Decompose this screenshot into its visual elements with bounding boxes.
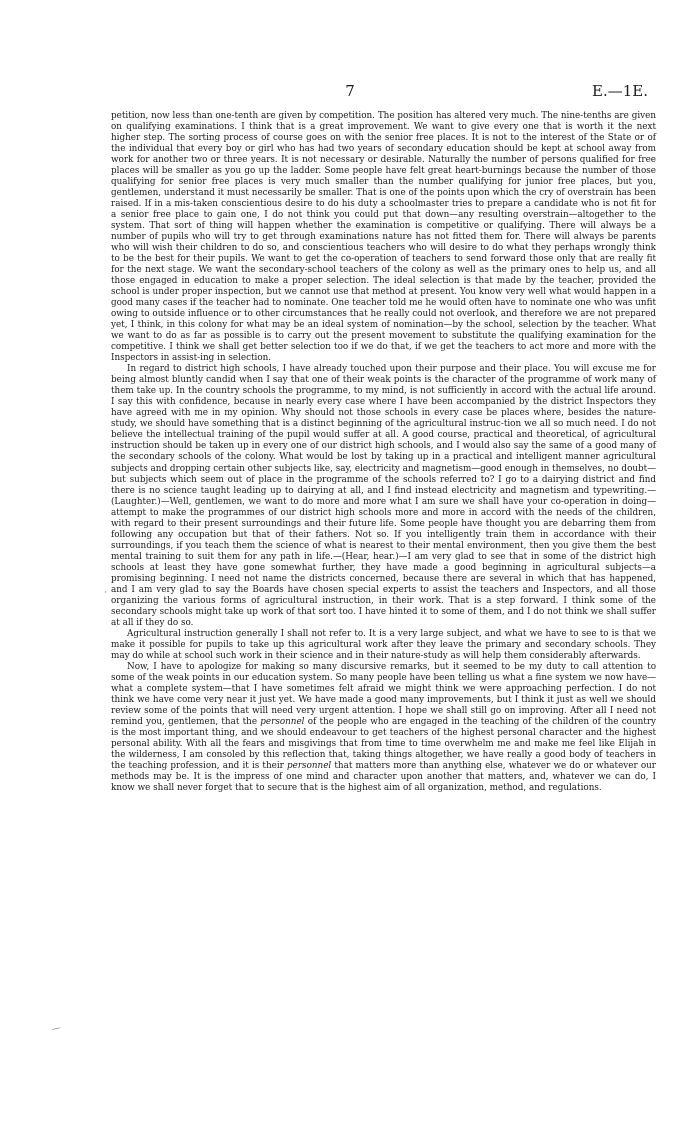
closing-text-part-3: that matters more than anything else, whatever we do or whatever our methods may be. It is the impress of one mind and character upon another that matters, and, whatever we can do, I know we shall never forget that to secure that is the highest aim of all organization, method, and regulations.	[111, 760, 656, 793]
paragraph-selection: petition, now less than one-tenth are given by competition. The position has altered very much. The nine-tenths are given on qualifying examinations. I think that is a great improvement. We want to give every one that is worth it the next higher step. The sorting process of course goes on with the senior free places. It is not to the interest of the State or of the individual that every boy or girl who has had two years of secondary education should be kept at school away from work for another two or three years. It is not necessary or desirable. Naturally the number of persons qualified for free places will be smaller as you go up the ladder. Some people have felt great heart-burnings because the number of those qualifying for senior free places is very much smaller than the number qualifying for junior free places, but you, gentlemen, understand it must necessarily be smaller. That is one of the points upon which the cry of overstrain has been raised. If in a mis-taken conscientious desire to do his duty a schoolmaster tries to prepare a candidate who is not fit for a senior free place to gain one, I do not think you could put that down—any resulting overstrain—altogether to the system. That sort of thing will happen whether the examination is competitive or qualifying. There will always be a number of pupils who will try to get through examinations nature has not fitted them for. There will always be parents who will wish their children to do so, and conscientious teachers who will desire to do what they perhaps wrongly think to be the best for their pupils. We want to get the co-operation of teachers to send forward those only that are really fit for the next stage. We want the secondary-school teachers of the colony as well as the primary ones to help us, and all those engaged in education to make a proper selection. The ideal selection is that made by the teacher, provided the school is under proper inspection, but we cannot use that method at present. You know very well what would happen in a good many cases if the teacher had to nominate. One teacher told me he would often have to nominate one who was unfit owing to outside influence or to other circumstances that he really could not overlook, and therefore we are not prepared yet, I think, in this colony for what may be an ideal system of nomination—by the school, selection by the teacher. What we want to do as far as possible is to carry out the present movement to substitute the qualifying examination for the competitive. I think we shall get better selection too if we do that, if we get the teachers to act more and more with the Inspectors in assist-ing in selection.	[111, 111, 656, 364]
margin-dot-mark: ·	[104, 588, 107, 598]
paragraph-closing-remarks	[111, 662, 656, 794]
document-body	[111, 111, 656, 794]
paragraph-agricultural-instruction: Agricultural instruction generally I shall not refer to. It is a very large subject, and what we have to see to is that we make it possible for pupils to take up this agricultural work after they leave the primary and secondary schools. They may do while at school such work in their science and in their nature-study as will help them considerably afterwards.	[111, 628, 656, 661]
closing-text-part-2: of the people who are engaged in the teaching of the children of the country is the most important thing, and we should endeavour to get teachers of the highest personal character and the highest personal ability. With all the fears and misgivings that from time to time overwhelm me and make me feel like Elijah in the wilderness, I am consoled by this reflection that, taking things altogether, we have really a good body of teachers in the teaching profession, and it is their	[111, 716, 656, 771]
document-reference: E.—1E.	[592, 82, 648, 100]
margin-stray-mark: —	[51, 1023, 62, 1035]
personnel-emphasis-2: personnel	[287, 760, 332, 771]
closing-text-part-1: Now, I have to apologize for making so many discursive remarks, but it seemed to be my duty to call attention to some of the weak points in our education system. So many people have been telling us what a fine system we now have—what a complete system—that I have sometimes felt afraid we might think we were approaching perfection. I do not think we have come very near it just yet. We have made a good many improvements, but I think it just as well we should review some of the points that will need very urgent attention. I hope we shall still go on improving. After all I need not remind you, gentlemen, that the	[111, 661, 656, 727]
page-number: 7	[345, 82, 355, 100]
personnel-emphasis-1: personnel	[260, 716, 305, 727]
paragraph-district-high-schools: In regard to district high schools, I have already touched upon their purpose and their place. You will excuse me for being almost bluntly candid when I say that one of their weak points is the character of the programme of work many of them take up. In the country schools the programme, to my mind, is not sufficiently in accord with the actual life around. I say this with confidence, because in nearly every case where I have been accompanied by the district Inspectors they have agreed with me in my opinion. Why should not those schools in every case be places where, besides the nature-study, we should have something that is a distinct beginning of the agricultural instruc-tion we all so much need. I do not believe the intellectual training of the pupil would suffer at all. A good course, practical and theoretical, of agricultural instruction should be taken up in every one of our district high schools, and I would also say the same of a good many of the secondary schools of the colony. What would be lost by taking up in a practical and intelligent manner agricultural subjects and dropping certain other subjects like, say, electricity and magnetism—good enough in themselves, no doubt—but subjects which seem out of place in the programme of the schools referred to? I go to a dairying district and find there is no science taught leading up to dairying at all, and I find instead electricity and magnetism and typewriting.—(Laughter.)—Well, gentlemen, we want to do more and more what I am sure we shall have your co-operation in doing—attempt to make the programmes of our district high schools more and more in accord with the needs of the children, with regard to their present surroundings and their future life. Some people have thought you are debarring them from following any occupation but that of their fathers. Not so. If you intelligently train them in accordance with their surroundings, if you teach them the science of what is nearest to their mental environment, then you give them the best mental training to suit them for any path in life.—(Hear, hear.)—I am very glad to see that in some of the district high schools at least they have gone somewhat further, they have made a good beginning in agricultural subjects—a promising beginning. I need not name the districts concerned, because there are several in which that has happened, and I am very glad to say the Boards have chosen special experts to assist the teachers and Inspectors, and all those organizing the various forms of agricultural instruction, in their work. That is a step forward. I think some of the secondary schools might take up work of that sort too. I have hinted it to some of them, and I do not think we shall suffer at all if they do so.	[111, 364, 656, 628]
